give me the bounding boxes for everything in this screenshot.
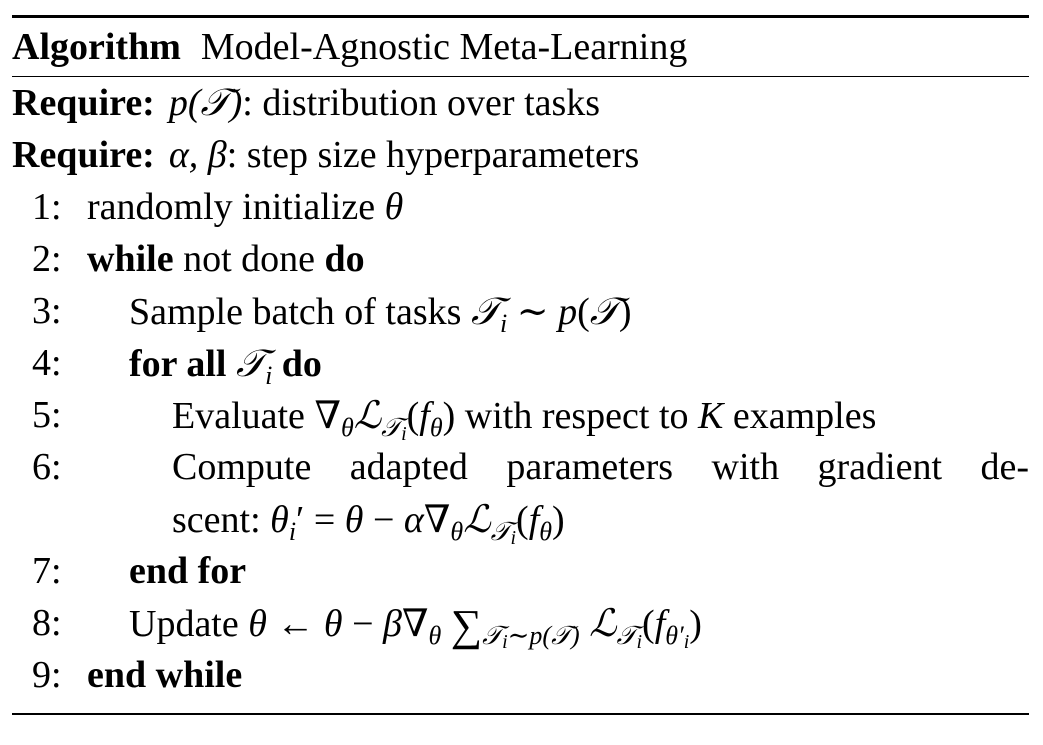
line-number: 3: [32, 290, 62, 332]
line-words: examples [732, 395, 877, 437]
algorithm-line-8 [12, 597, 1029, 653]
algorithm-line-3 [12, 285, 1029, 337]
algorithm-line-6 [12, 441, 1029, 493]
keyword-while: while [87, 238, 174, 280]
line-text: scent: $\theta_i' = \theta$ − $\alpha\nabla_\theta ℒ_{𝒯i}(f_\theta)$ [172, 497, 565, 549]
require-label: Require: [12, 82, 155, 124]
line-text: Sample batch of tasks 𝒯$_i$ ∼ p(𝒯) [129, 289, 632, 338]
line-text [87, 233, 365, 285]
keyword-do: do [281, 343, 322, 385]
line-words: Sample batch of tasks [129, 291, 462, 333]
line-text: Compute adapted parameters with gradient de- [172, 446, 1029, 488]
algorithm-block [12, 15, 1029, 715]
algorithm-line-2 [12, 233, 1029, 285]
keyword-do: do [324, 238, 365, 280]
line-number: 5: [32, 394, 62, 436]
algorithm-line-4 [12, 337, 1029, 389]
line-words: randomly initialize [87, 186, 376, 228]
line-number: 6: [32, 446, 62, 488]
line-text: for all 𝒯$_i$ do [129, 341, 322, 390]
keyword-end-while: end while [87, 654, 243, 696]
algorithm-line-5 [12, 389, 1029, 445]
line-number: 4: [32, 342, 62, 384]
algorithm-line-1 [12, 181, 1029, 233]
algorithm-title: Model-Agnostic Meta-Learning [200, 26, 688, 68]
algorithm-line-6-continued [12, 493, 1029, 549]
line-words: not done [183, 238, 315, 280]
line-number: 2: [32, 238, 62, 280]
line-words: Evaluate [172, 395, 305, 437]
require-line-1 [12, 77, 1029, 129]
require-line-2 [12, 129, 1029, 181]
algorithm-line-7 [12, 545, 1029, 597]
line-text: Evaluate $\nabla_\theta ℒ_{𝒯i}(f_\theta)$ with respect to K examples [172, 393, 877, 445]
require-math: p(𝒯) [168, 82, 243, 124]
algorithm-header [12, 18, 1029, 76]
line-text: Update θ ← $\theta - \beta\nabla_\theta$ $\sum_{𝒯i\sim p(𝒯)}$ $ℒ_{𝒯i}(f_{\theta'i})$ [129, 601, 702, 653]
require-label: Require: [12, 134, 155, 176]
algorithm-line-9 [12, 649, 1029, 701]
require-math: α, β [168, 134, 227, 176]
line-number: 1: [32, 186, 62, 228]
keyword-for-all: for all [129, 343, 227, 385]
require-text: : distribution over tasks [242, 82, 601, 124]
line-words: scent: [172, 499, 261, 541]
keyword-end-for: end for [129, 550, 247, 592]
line-text: randomly initialize θ [87, 186, 404, 228]
algorithm-label: Algorithm [12, 26, 181, 68]
line-words: with respect to [464, 395, 689, 437]
require-text: : step size hyperparameters [226, 134, 640, 176]
line-number: 7: [32, 550, 62, 592]
line-number: 8: [32, 602, 62, 644]
line-number: 9: [32, 654, 62, 696]
line-words: Update [129, 603, 239, 645]
bottom-rule [12, 713, 1029, 715]
